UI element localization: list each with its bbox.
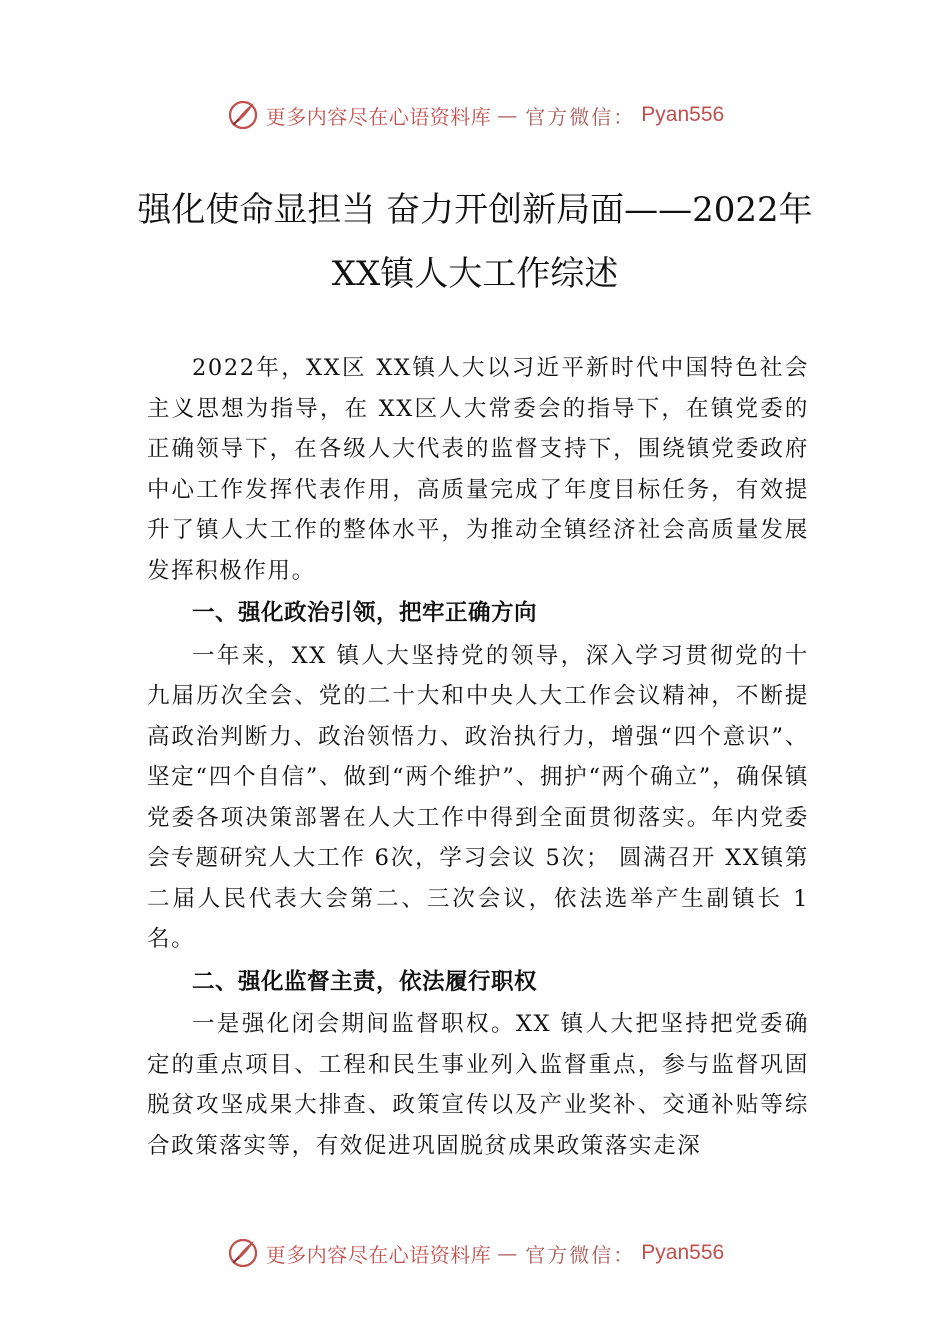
- watermark-slogan: 更多内容尽在心语资料库: [265, 1242, 492, 1267]
- watermark-wechat-id: Pyan556: [641, 103, 725, 126]
- watermark-dash: —: [497, 103, 520, 127]
- feather-quill-logo-icon: [226, 98, 260, 132]
- body-paragraph: 一是强化闭会期间监督职权。XX 镇人大把坚持把党委确定的重点项目、工程和民生事业列入监督重点，参与监督巩固脱贫攻坚成果大排查、政策宣传以及产业奖补、交通补贴等综合政策落实等，有效促进巩固脱贫成果政策落实走深: [147, 1011, 809, 1159]
- footer-watermark-banner: [0, 1233, 950, 1273]
- watermark-slogan: 更多内容尽在心语资料库: [265, 104, 492, 129]
- body-paragraph: 2022年，XX区 XX镇人大以习近平新时代中国特色社会主义思想为指导，在 XX区人大常委会的指导下，在镇党委的正确领导下，在各级人大代表的监督支持下，围绕镇党委政府中心工作发挥代表作用，高质量完成了年度目标任务，有效提升了镇人大工作的整体水平，为推动全镇经济社会高质量发展发挥积极作用。: [147, 355, 809, 584]
- section-heading: 二、强化监督主责，依法履行职权: [192, 968, 538, 995]
- watermark-dash: —: [497, 1241, 520, 1265]
- body-paragraph: 一年来，XX 镇人大坚持党的领导，深入学习贯彻党的十九届历次全会、党的二十大和中央人大工作会议精神，不断提高政治判断力、政治领悟力、政治执行力，增强“四个意识”、坚定“四个自信”、做到“两个维护”、拥护“两个确立”，确保镇党委各项决策部署在人大工作中得到全面贯彻落实。年内党委会专题研究人大工作 6次，学习会议 5次； 圆满召开 XX镇第二届人民代表大会第二、三次会议，依法选举产生副镇长 1名。: [147, 642, 809, 952]
- section-heading: 一、强化政治引领，把牢正确方向: [192, 600, 538, 626]
- watermark-wechat-label: 官方微信：: [525, 104, 636, 129]
- header-watermark-banner: [0, 95, 950, 135]
- document-body: [147, 348, 809, 1166]
- document-title: 强化使命显担当 奋力开创新局面——2022年 XX镇人大工作综述: [137, 190, 813, 294]
- watermark-wechat-label: 官方微信：: [525, 1242, 636, 1267]
- feather-quill-logo-icon: [226, 1236, 260, 1270]
- watermark-wechat-id: Pyan556: [641, 1241, 725, 1264]
